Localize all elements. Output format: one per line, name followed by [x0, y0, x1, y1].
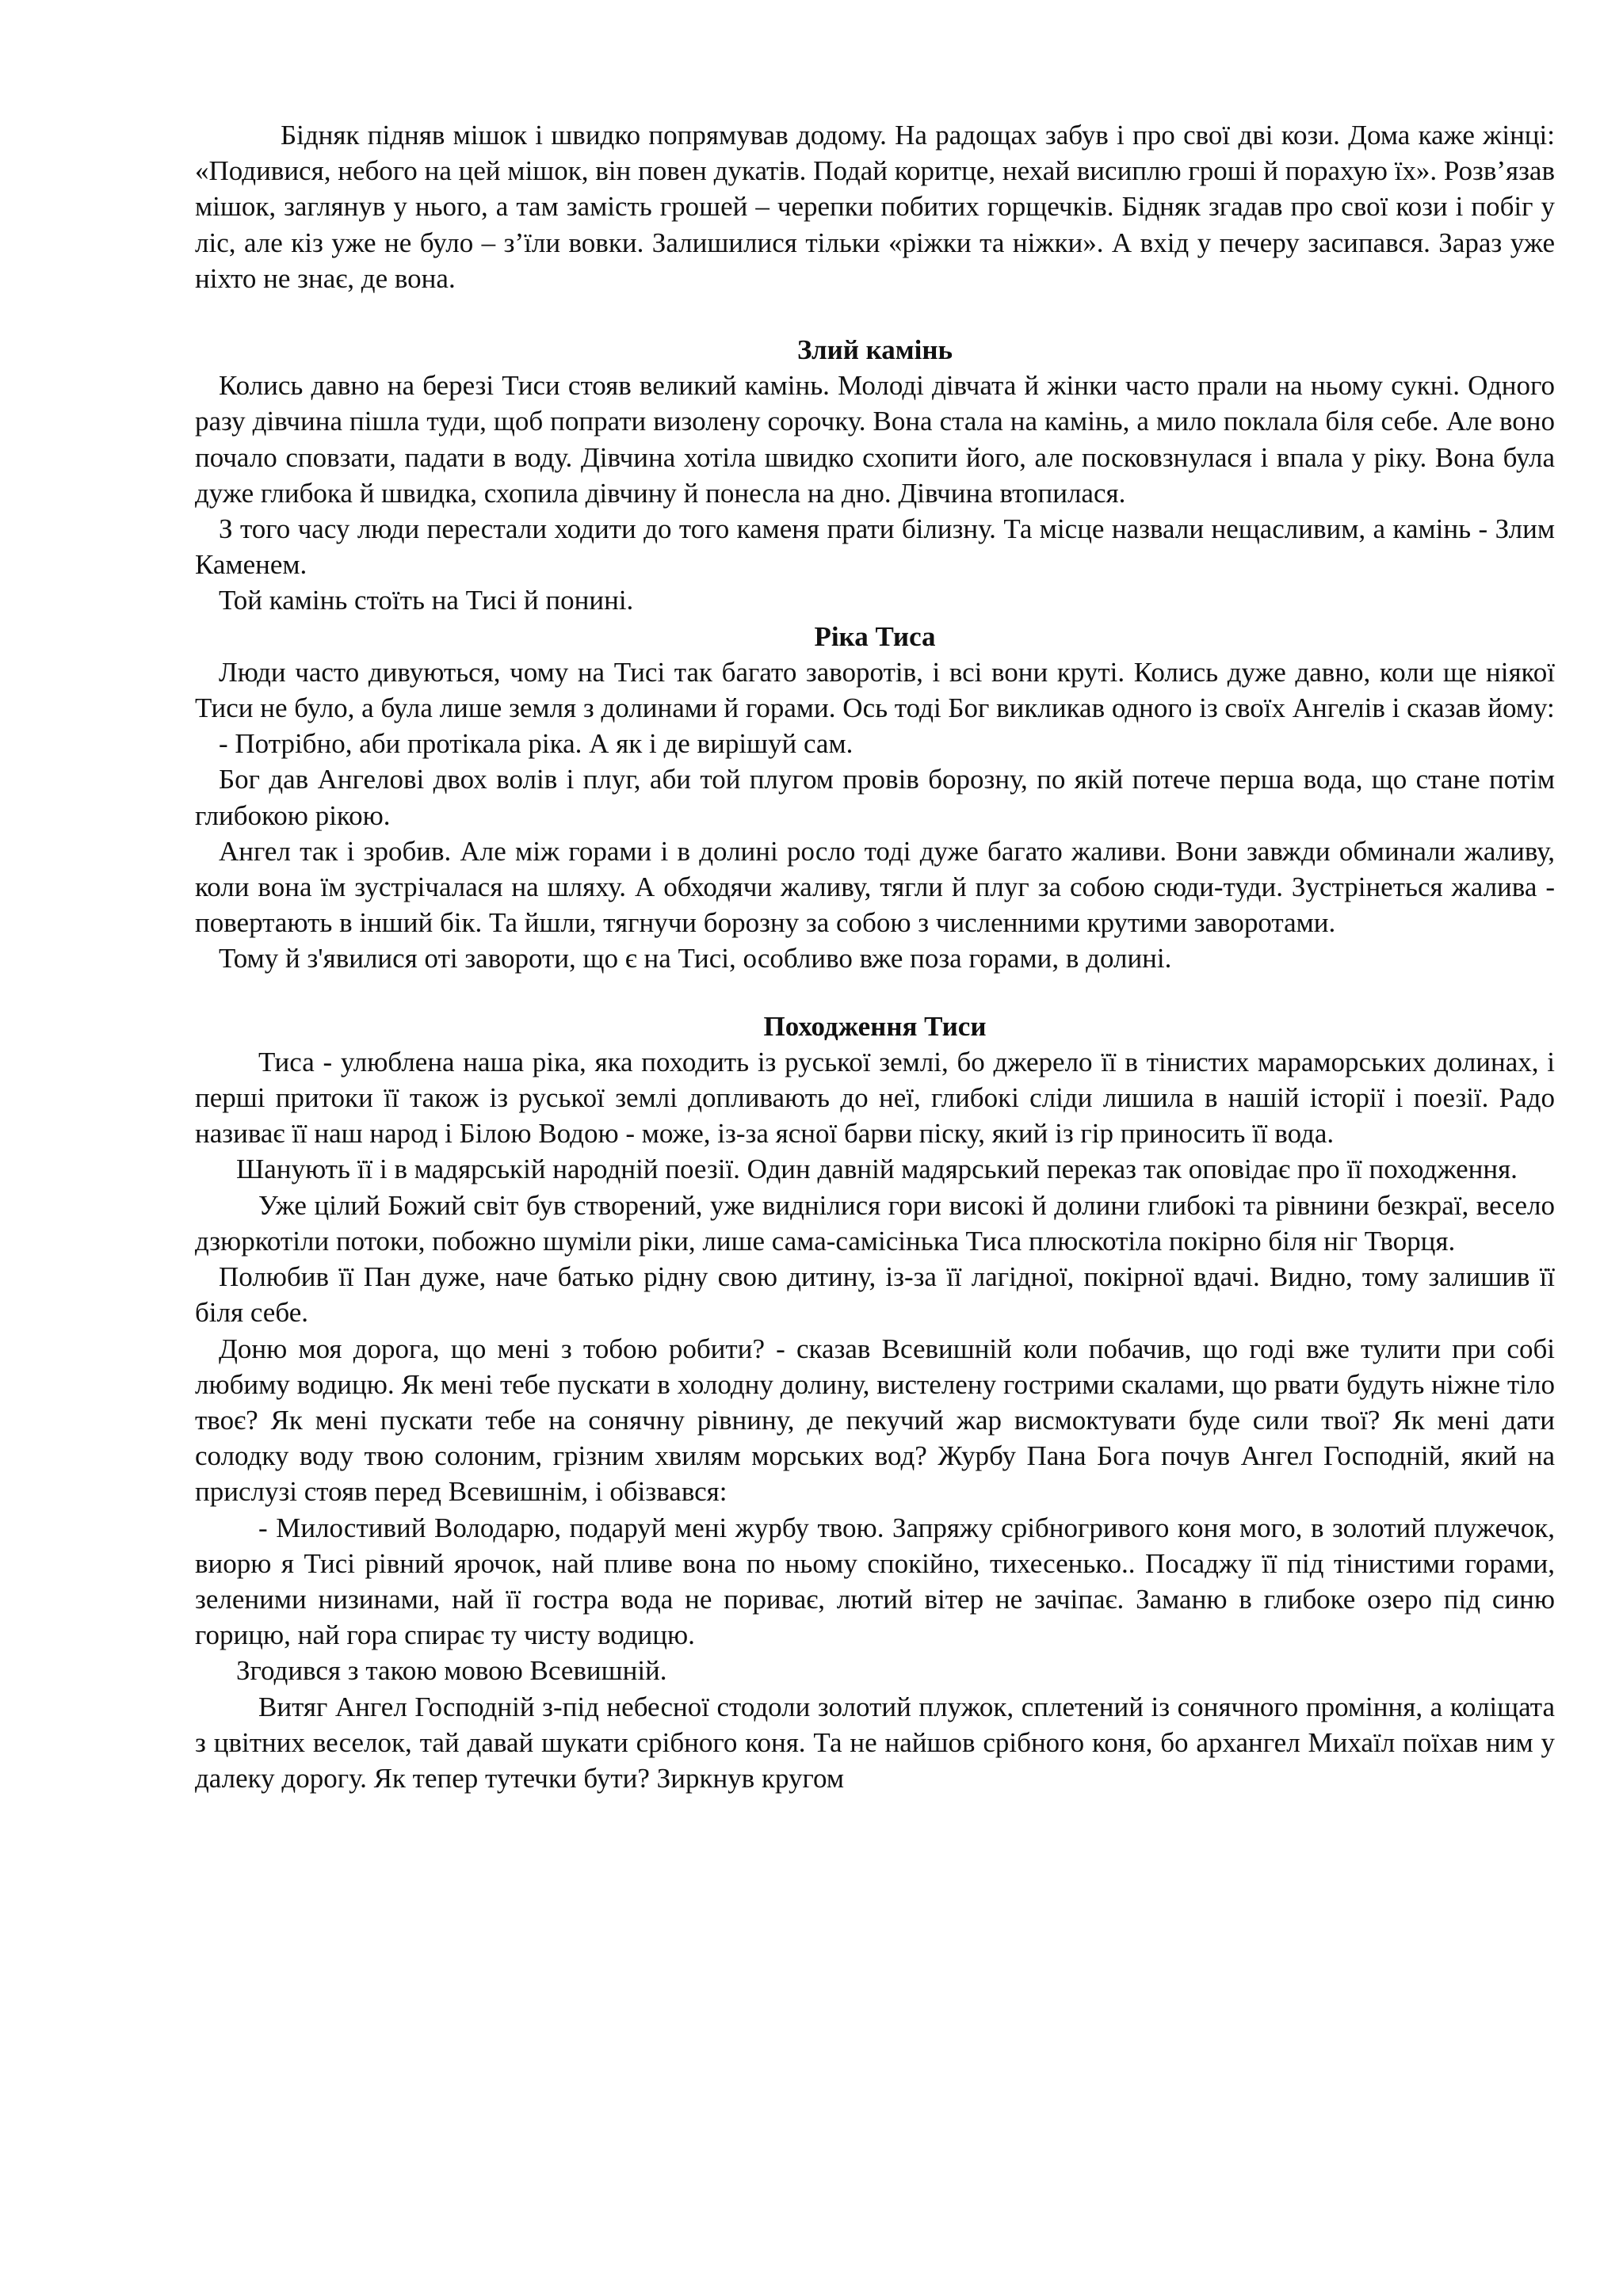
paragraph: Ангел так і зробив. Але між горами і в долині росло тоді дуже багато жаливи. Вони завжди обминали жаливу, коли вона їм зустрічалася на шляху. А обходячи жаливу, тягли й плуг за собою сюди-туди. Зустрінеться жалива - повертають в інший бік. Та йшли, тягнучи борозну за собою з численними крутими заворотами. — [195, 835, 1555, 939]
section-title-origin-of-tisa: Походження Тиси — [763, 1010, 987, 1042]
paragraph: Люди часто дивуються, чому на Тисі так багато заворотів, і всі вони круті. Колись дуже давно, коли ще ніякої Тиси не було, а була лише земля з долинами й горами. Ось тоді Бог викликав одного із своїх Ангелів і сказав йому: — [195, 656, 1555, 724]
document-page — [195, 117, 1555, 1796]
paragraph: Доню моя дорога, що мені з тобою робити? - сказав Всевишній коли побачив, що годі вже тулити при собі любиму водицю. Як мені тебе пускати в холодну долину, вистелену гострими скалами, що рвати будуть ніжне тіло твоє? Як мені пускати тебе на сонячну рівнину, де пекучий жар висмоктувати буде сили твої? Як мені дати солодку воду твою солоним, грізним хвилям морських вод? Журбу Пана Бога почув Ангел Господній, який на прислузі стояв перед Всевишнім, і обізвався: — [195, 1333, 1555, 1508]
paragraph: Бог дав Ангелові двох волів і плуг, аби той плугом провів борозну, по якій потече перша вода, що стане потім глибокою рікою. — [195, 764, 1555, 831]
section-title-evil-stone: Злий камінь — [796, 334, 953, 366]
paragraph: Згодився з такою мовою Всевишній. — [236, 1655, 667, 1687]
paragraph: З того часу люди перестали ходити до того каменя прати білизну. Та місце назвали нещасливим, а камінь - Злим Каменем. — [195, 513, 1555, 581]
spacer — [195, 296, 1555, 332]
paragraph: - Потрібно, аби протікала ріка. А як і де вирішуй сам. — [219, 728, 854, 760]
paragraph: Той камінь стоїть на Тисі й понині. — [219, 585, 634, 616]
paragraph: Тому й з'явилися оті завороти, що є на Тисі, особливо вже поза горами, в долині. — [219, 943, 1172, 974]
section-title-tisa-river: Ріка Тиса — [814, 620, 936, 652]
intro-paragraph: Бідняк підняв мішок і швидко попрямував додому. На радощах забув і про свої дві кози. Дома каже жінці: «Подивися, небого на цей мішок, він повен дукатів. Подай коритце, нехай висиплю гроші й порахую їх». Розв’язав мішок, заглянув у нього, а там замість грошей – черепки побитих горщечків. Бідняк згадав про свої кози і побіг у ліс, але кіз уже не було – з’їли вовки. Залишилися тільки «ріжки та ніжки». А вхід у печеру засипався. Зараз уже ніхто не знає, де вона. — [195, 120, 1555, 294]
paragraph: Тиса - улюблена наша ріка, яка походить із руської землі, бо джерело її в тінистих мараморських долинах, і перші притоки її також із руської землі допливають до неї, глибокі сліди лишила в нашій історії і поезії. Радо називає її наш народ і Білою Водою - може, із-за ясної барви піску, який із гір приносить її вода. — [195, 1046, 1555, 1150]
paragraph: Полюбив її Пан дуже, наче батько рідну свою дитину, із-за її лагідної, покірної вдачі. Видно, тому залишив її біля себе. — [195, 1261, 1555, 1329]
paragraph: Витяг Ангел Господній з-під небесної стодоли золотий плужок, сплетений із сонячного проміння, а коліщата з цвітних веселок, тай давай шукати срібного коня. Та не найшов срібного коня, бо архангел Михаїл поїхав ним у далеку дорогу. Як тепер тутечки бути? Зиркнув кругом — [195, 1691, 1555, 1794]
paragraph: Уже цілий Божий світ був створений, уже виднілися гори високі й долини глибокі та рівнини безкраї, весело дзюркотіли потоки, побожно шуміли ріки, лише сама-самісінька Тиса плюскотіла покірно біля ніг Творця. — [195, 1189, 1555, 1257]
spacer — [195, 977, 1555, 1009]
paragraph: Шанують її і в мадярській народній поезії. Один давній мадярський переказ так оповідає про її походження. — [236, 1154, 1518, 1185]
paragraph: Колись давно на березі Тиси стояв великий камінь. Молоді дівчата й жінки часто прали на ньому сукні. Одного разу дівчина пішла туди, щоб попрати визолену сорочку. Вона стала на камінь, а мило поклала біля себе. Але воно почало сповзати, падати в воду. Дівчина хотіла швидко схопити його, але посковзнулася і впала у ріку. Вона була дуже глибока й швидка, схопила дівчину й понесла на дно. Дівчина втопилася. — [195, 370, 1555, 509]
paragraph: - Милостивий Володарю, подаруй мені журбу твою. Запряжу срібногривого коня мого, в золотий плужечок, виорю я Тисі рівний ярочок, най пливе вона по ньому спокійно, тихесенько.. Посаджу її під тінистими горами, зеленими низинами, най її гостра вода не пориває, лютий вітер не зачіпає. Заманю в глибоке озеро під синю горицю, най гора спирає ту чисту водицю. — [195, 1512, 1555, 1651]
